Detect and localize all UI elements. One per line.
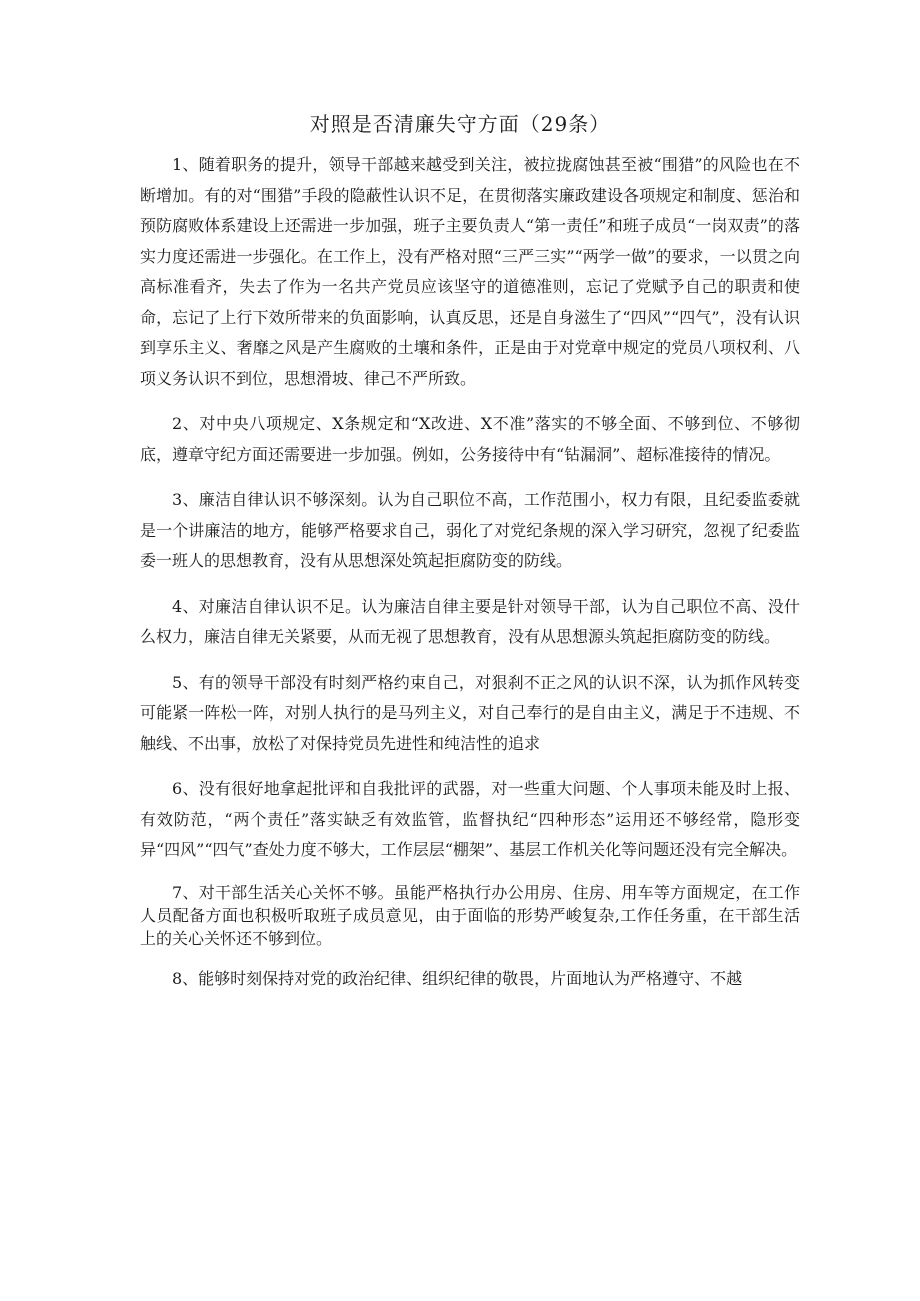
paragraph-6: 6、没有很好地拿起批评和自我批评的武器，对一些重大问题、个人事项未能及时上报、有效防范，“两个责任”落实缺乏有效监管，监督执纪“四种形态”运用还不够经常，隐形变异“四风”“四气”查处力度不够大，工作层层“棚架”、基层工作机关化等问题还没有完全解决。 [140, 779, 800, 859]
paragraph-2: 2、对中央八项规定、X条规定和“X改进、X不准”落实的不够全面、不够到位、不够彻底，遵章守纪方面还需要进一步加强。例如，公务接待中有“钻漏洞”、超标准接待的情况。 [140, 414, 800, 464]
paragraph-4: 4、对廉洁自律认识不足。认为廉洁自律主要是针对领导干部，认为自己职位不高、没什么权力，廉洁自律无关紧要，从而无视了思想教育，没有从思想源头筑起拒腐防变的防线。 [140, 596, 800, 646]
document-title: 对照是否清廉失守方面（29条） [309, 112, 611, 136]
paragraph-5: 5、有的领导干部没有时刻严格约束自己，对狠刹不正之风的认识不深，认为抓作风转变可能紧一阵松一阵，对别人执行的是马列主义，对自己奉行的是自由主义，满足于不违规、不触线、不出事，放松了对保持党员先进性和纯洁性的追求 [140, 672, 800, 753]
paragraph-1: 1、随着职务的提升，领导干部越来越受到关注，被拉拢腐蚀甚至被“围猎”的风险也在不断增加。有的对“围猎”手段的隐蔽性认识不足，在贯彻落实廉政建设各项规定和制度、惩治和预防腐败体系建设上还需进一步加强，班子主要负责人“第一责任”和班子成员“一岗双责”的落实力度还需进一步强化。在工作上，没有严格对照“三严三实”“两学一做”的要求，一以贯之向高标准看齐，失去了作为一名共产党员应该坚守的道德准则，忘记了党赋予自己的职责和使命，忘记了上行下效所带来的负面影响，认真反思，还是自身滋生了“四风”“四气”，没有认识到享乐主义、奢靡之风是产生腐败的土壤和条件，正是由于对党章中规定的党员八项权利、八项义务认识不到位，思想滑坡、律己不严所致。 [140, 155, 800, 388]
paragraph-3: 3、廉洁自律认识不够深刻。认为自己职位不高，工作范围小，权力有限，且纪委监委就是一个讲廉洁的地方，能够严格要求自己，弱化了对党纪条规的深入学习研究，忽视了纪委监委一班人的思想教育，没有从思想深处筑起拒腐防变的防线。 [140, 490, 800, 570]
document-body [140, 150, 800, 1009]
paragraph-8: 8、能够时刻保持对党的政治纪律、组织纪律的敬畏，片面地认为严格遵守、不越 [172, 968, 743, 988]
paragraph-7: 7、对干部生活关心关怀不够。虽能严格执行办公用房、住房、用车等方面规定，在工作人员配备方面也积极听取班子成员意见，由于面临的形势严峻复杂,工作任务重，在干部生活上的关心关怀还不够到位。 [140, 882, 800, 948]
